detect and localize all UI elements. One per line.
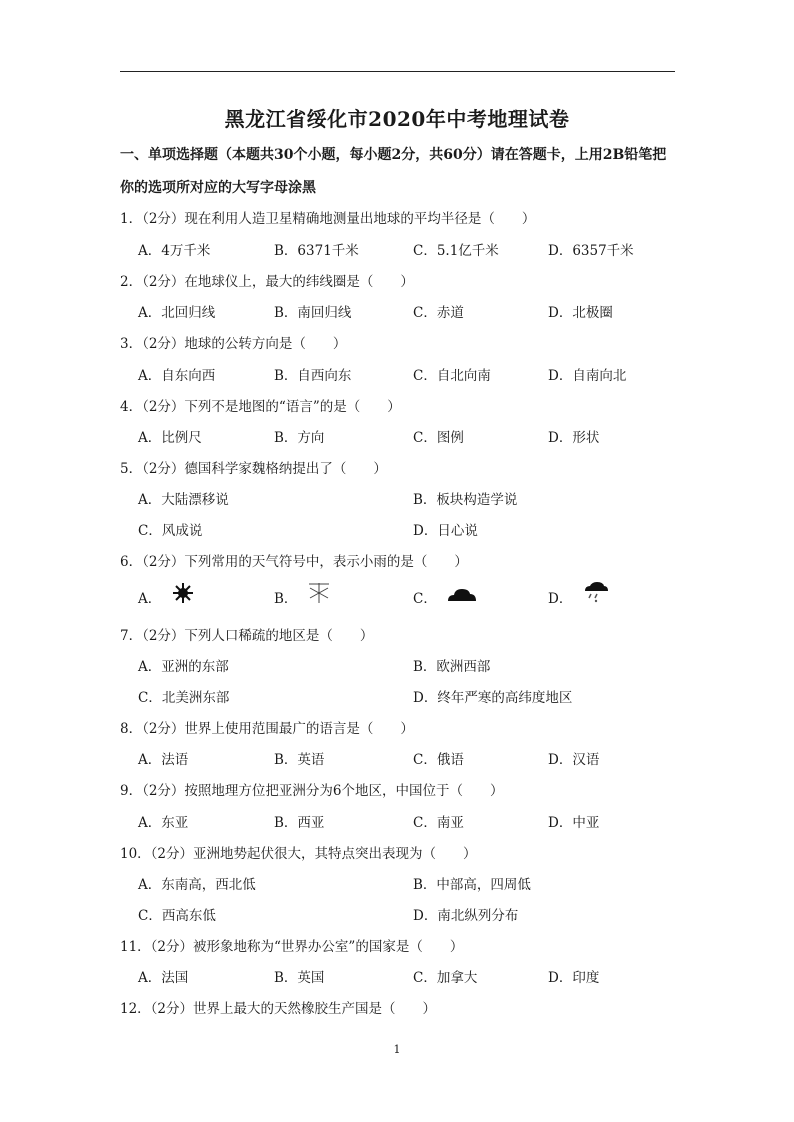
section-heading-line2: 你的选项所对应的大写字母涂黑 [120, 180, 316, 196]
question-7: 7．（2分）下列人口稀疏的地区是（ ） [120, 628, 374, 644]
q6-option-d-label: D． [548, 591, 573, 607]
q6-option-b [274, 587, 332, 607]
question-9: 9．（2分）按照地理方位把亚洲分为6个地区，中国位于（ ） [120, 783, 504, 799]
q10-option-d: D．南北纵列分布 [413, 908, 519, 924]
q1-option-d: D．6357千米 [548, 243, 634, 259]
q4-option-b: B．方向 [274, 430, 325, 446]
q8-option-a: A．法语 [138, 752, 189, 768]
question-5: 5．（2分）德国科学家魏格纳提出了（ ） [120, 461, 387, 477]
q7-option-c: C．北美洲东部 [138, 690, 230, 706]
q8-option-b: B．英语 [274, 752, 325, 768]
q2-option-d: D．北极圈 [548, 305, 613, 321]
q1-option-a: A．4万千米 [138, 243, 211, 259]
q10-option-c: C．西高东低 [138, 908, 216, 924]
question-2: 2．（2分）在地球仪上，最大的纬线圈是（ ） [120, 274, 414, 290]
q5-option-c: C．风成说 [138, 523, 203, 539]
q4-option-a: A．比例尺 [138, 430, 202, 446]
q11-option-b: B．英国 [274, 970, 325, 986]
q2-option-b: B．南回归线 [274, 305, 352, 321]
sunny-weather-icon [170, 581, 196, 605]
q7-option-b: B．欧洲西部 [413, 659, 491, 675]
q11-option-a: A．法国 [138, 970, 189, 986]
q2-option-c: C．赤道 [413, 305, 464, 321]
header-rule [120, 71, 675, 72]
q9-option-a: A．东亚 [138, 815, 189, 831]
q5-option-a: A．大陆漂移说 [138, 492, 229, 508]
q11-option-c: C．加拿大 [413, 970, 478, 986]
page-number: 1 [393, 1043, 401, 1056]
q6-option-c [413, 587, 479, 607]
page-title: 黑龙江省绥化市2020年中考地理试卷 [224, 107, 570, 131]
q3-option-b: B．自西向东 [274, 368, 352, 384]
q6-option-a [138, 587, 196, 607]
q4-option-c: C．图例 [413, 430, 464, 446]
q3-option-c: C．自北向南 [413, 368, 491, 384]
question-1: 1．（2分）现在利用人造卫星精确地测量出地球的平均半径是（ ） [120, 211, 536, 227]
q6-option-b-label: B． [274, 591, 298, 607]
q8-option-c: C．俄语 [413, 752, 464, 768]
question-6: 6．（2分）下列常用的天气符号中，表示小雨的是（ ） [120, 554, 468, 570]
q5-option-b: B．板块构造学说 [413, 492, 518, 508]
question-11: 11．（2分）被形象地称为“世界办公室”的国家是（ ） [120, 939, 464, 955]
q10-option-b: B．中部高，四周低 [413, 877, 531, 893]
question-10: 10．（2分）亚洲地势起伏很大，其特点突出表现为（ ） [120, 846, 477, 862]
q11-option-d: D．印度 [548, 970, 600, 986]
q7-option-d: D．终年严寒的高纬度地区 [413, 690, 573, 706]
q6-option-a-label: A． [138, 591, 162, 607]
q8-option-d: D．汉语 [548, 752, 600, 768]
q6-option-c-label: C． [413, 591, 437, 607]
question-3: 3．（2分）地球的公转方向是（ ） [120, 336, 347, 352]
q3-option-d: D．自南向北 [548, 368, 627, 384]
question-8: 8．（2分）世界上使用范围最广的语言是（ ） [120, 721, 414, 737]
section-heading-line1: 一、单项选择题（本题共30个小题，每小题2分，共60分）请在答题卡，上用2B铅笔把 [120, 147, 667, 163]
q9-option-b: B．西亚 [274, 815, 325, 831]
overcast-weather-icon [445, 585, 479, 605]
q10-option-a: A．东南高，西北低 [138, 877, 256, 893]
q1-option-c: C．5.1亿千米 [413, 243, 499, 259]
q3-option-a: A．自东向西 [138, 368, 216, 384]
q5-option-d: D．日心说 [413, 523, 478, 539]
q7-option-a: A．亚洲的东部 [138, 659, 229, 675]
q6-option-d [548, 587, 611, 607]
light-rain-weather-icon [581, 581, 611, 605]
q9-option-c: C．南亚 [413, 815, 464, 831]
q2-option-a: A．北回归线 [138, 305, 216, 321]
question-12: 12．（2分）世界上最大的天然橡胶生产国是（ ） [120, 1001, 437, 1017]
q1-option-b: B．6371千米 [274, 243, 359, 259]
question-4: 4．（2分）下列不是地图的“语言”的是（ ） [120, 399, 401, 415]
q4-option-d: D．形状 [548, 430, 600, 446]
q9-option-d: D．中亚 [548, 815, 600, 831]
snow-weather-icon [306, 581, 332, 605]
